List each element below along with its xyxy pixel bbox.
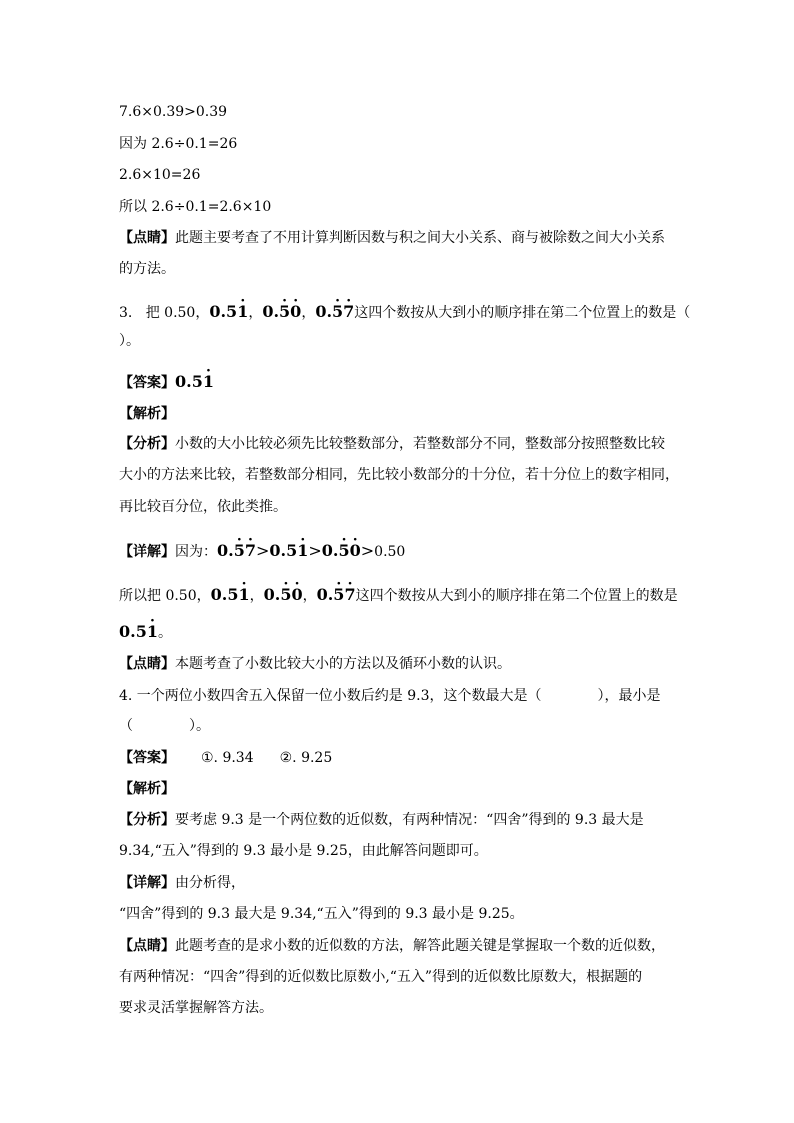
decimal-digit: · 5	[234, 541, 245, 561]
q4-question-line: 4. 一个两位小数四舍五入保留一位小数后约是 9.3，这个数最大是（ ），最小是	[119, 688, 661, 704]
repeating-decimal	[315, 302, 354, 321]
repeating-decimal	[269, 541, 308, 560]
equation-line: 所以 2.6÷0.1=2.6×10	[119, 199, 272, 215]
decimal-integer-part: 0.	[217, 541, 234, 560]
answer-tag: 【答案】	[119, 375, 175, 391]
decimal-digit: · 0	[350, 541, 361, 561]
decimal-digit: · 1	[147, 622, 158, 642]
q4-question-line: （ ）。	[119, 718, 210, 734]
separator: ，	[301, 305, 316, 321]
greater-than: >	[360, 541, 375, 560]
fenxi-tag: 【分析】	[119, 436, 175, 452]
detail-text: 因为：	[175, 544, 217, 560]
decimal-integer-part: 0.	[263, 585, 281, 604]
decimal-integer-part: 0.	[269, 541, 287, 560]
separator: ，	[248, 305, 263, 321]
repeating-decimal	[209, 302, 248, 321]
repeating-decimal	[175, 372, 214, 391]
decimal-digit: · 5	[338, 541, 349, 561]
decimal-digit: 5	[226, 302, 238, 321]
decimal-digit: · 0	[291, 585, 302, 605]
fenxi-text: 小数的大小比较必须先比较整数部分，若整数部分不同，整数部分按照整数比较	[175, 436, 665, 452]
answer-value: ①. 9.34	[201, 750, 254, 766]
q4-comment-line: 要求灵活掌握解答方法。	[119, 1000, 273, 1016]
decimal-digit: · 7	[343, 302, 354, 322]
answer-tag: 【答案】	[119, 750, 175, 766]
detail-tag: 【详解】	[119, 544, 175, 560]
decimal-integer-part: 0.	[210, 585, 228, 604]
separator: ，	[302, 588, 317, 604]
q3-fenxi-line	[119, 434, 665, 454]
q3-fenxi-line: 大小的方法来比较，若整数部分相同，先比较小数部分的十分位，若十分位上的数字相同，	[119, 467, 679, 483]
decimal-digit: · 1	[297, 541, 308, 561]
fenxi-text: 要考虑 9.3 是一个两位数的近似数，有两种情况：“四舍”得到的 9.3 最大是	[175, 812, 644, 828]
q3-answer-line	[119, 372, 214, 392]
repeating-decimal	[217, 541, 256, 560]
repeating-decimal	[317, 585, 356, 604]
decimal-integer-part: 0.	[209, 302, 227, 321]
analysis-tag: 【解析】	[119, 781, 175, 797]
q4-comment-line	[119, 936, 665, 956]
decimal-digit: · 5	[280, 585, 291, 605]
decimal-digit: · 0	[290, 302, 301, 322]
question-number: 3.	[119, 305, 133, 321]
question-text: 把 0.50，	[145, 305, 210, 321]
comment-tag: 【点睛】	[119, 938, 175, 954]
q4-detail-line: “四舍”得到的 9.3 最大是 9.34,“五入”得到的 9.3 最小是 9.25。	[119, 906, 524, 922]
comment-tag: 【点睛】	[119, 656, 175, 672]
decimal-digit: · 5	[332, 302, 343, 322]
decimal-integer-part: 0.	[175, 372, 192, 391]
q3-so-line	[119, 622, 172, 642]
decimal-digit: · 1	[237, 302, 248, 322]
detail-text: 由分析得，	[175, 875, 245, 891]
so-text: 这四个数按从大到小的顺序排在第二个位置上的数是	[355, 588, 678, 604]
decimal-digit: · 5	[279, 302, 290, 322]
q3-so-line	[119, 585, 678, 605]
decimal-digit: · 1	[203, 372, 214, 392]
equation-line: 2.6×10=26	[119, 167, 201, 183]
q2-comment-line	[119, 228, 665, 248]
repeating-decimal	[264, 585, 303, 604]
repeating-decimal	[262, 302, 301, 321]
comment-text: 此题考查的是求小数的近似数的方法，解答此题关键是掌握取一个数的近似数，	[175, 938, 665, 954]
comment-text: 本题考查了小数比较大小的方法以及循环小数的认识。	[175, 656, 511, 672]
question-text: 这四个数按从大到小的顺序排在第二个位置上的数是（	[354, 305, 691, 321]
answer-value: ②. 9.25	[279, 750, 333, 766]
decimal-digit: 5	[286, 541, 298, 560]
equation-line: 因为 2.6÷0.1=26	[119, 136, 238, 152]
decimal-integer-part: 0.	[262, 302, 280, 321]
detail-tag: 【详解】	[119, 875, 175, 891]
q3-comment-line	[119, 654, 511, 674]
q4-comment-line: 有两种情况：“四舍”得到的近似数比原数小,“五入”得到的近似数比原数大，根据题的	[119, 969, 643, 985]
q3-question-line	[119, 302, 690, 322]
q4-fenxi-line: 9.34,“五入”得到的 9.3 最小是 9.25，由此解答问题即可。	[119, 843, 488, 859]
repeating-decimal	[322, 541, 361, 560]
repeating-decimal	[119, 622, 158, 641]
q4-answer-line	[119, 748, 332, 768]
decimal-integer-part: 0.	[321, 541, 339, 560]
period: 。	[157, 625, 172, 641]
greater-than: >	[308, 541, 322, 560]
comment-text: 此题主要考查了不用计算判断因数与积之间大小关系、商与被除数之间大小关系	[175, 230, 665, 246]
decimal-digit: · 5	[333, 585, 344, 605]
decimal-digit: 5	[191, 372, 203, 391]
decimal-integer-part: 0.	[315, 302, 333, 321]
decimal-digit: 5	[135, 622, 147, 641]
decimal-digit: · 7	[245, 541, 256, 561]
repeating-decimal	[211, 585, 250, 604]
decimal-digit: 5	[227, 585, 239, 604]
comment-tag: 【点睛】	[119, 230, 175, 246]
greater-than: >	[255, 541, 270, 560]
fenxi-tag: 【分析】	[119, 812, 175, 828]
decimal-digit: · 1	[238, 585, 249, 605]
analysis-tag: 【解析】	[119, 406, 175, 422]
q3-fenxi-line: 再比较百分位，依此类推。	[119, 499, 287, 515]
equation-line: 7.6×0.39>0.39	[119, 104, 228, 120]
q4-fenxi-line	[119, 810, 644, 830]
q3-question-line: ）。	[119, 333, 140, 349]
detail-text: 0.50	[374, 544, 406, 560]
decimal-integer-part: 0.	[316, 585, 334, 604]
q2-comment-line: 的方法。	[119, 261, 175, 277]
q3-detail-line	[119, 541, 405, 561]
decimal-digit: · 7	[344, 585, 355, 605]
separator: ，	[249, 588, 264, 604]
decimal-integer-part: 0.	[119, 622, 136, 641]
q4-detail-line	[119, 873, 245, 893]
so-text: 所以把 0.50，	[119, 588, 211, 604]
